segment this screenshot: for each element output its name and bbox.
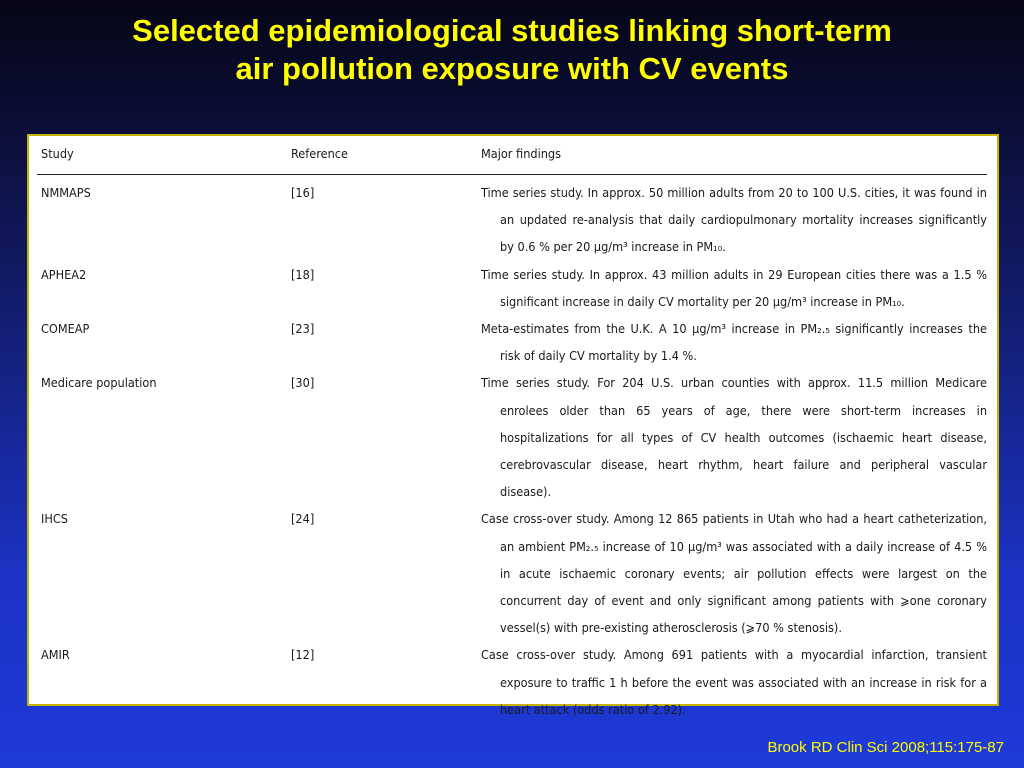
slide-title [0,12,1024,88]
reference-cell: [30] [291,375,315,391]
studies-table [37,146,987,723]
header-study: Study [37,146,287,175]
study-cell: Medicare population [41,375,157,391]
table-row [37,369,987,505]
reference-cell: [16] [291,185,315,200]
study-cell: IHCS [41,511,68,527]
slide-title-line2: air pollution exposure with CV events [235,51,789,86]
table-header-row [37,146,987,175]
findings-cell: Case cross-over study. Among 12 865 patients in Utah who had a heart catheterization, an ambient PM₂.₅ increase of 10 μg/m³ was associated with a daily increase of 4.5 % in acute ischaemic coronary events; air pollution effects were largest on the concurrent day of event and only significant among patients with ⩾one coronary vessel(s) with pre-existing atherosclerosis (⩾70 % stenosis). [481,511,987,636]
study-cell: NMMAPS [41,185,91,200]
slide-title-line1: Selected epidemiological studies linking short-term [132,13,892,48]
reference-cell: [18] [291,266,315,282]
study-cell: AMIR [41,647,70,663]
table-row [37,261,987,315]
reference-cell: [12] [291,647,315,663]
findings-cell: Case cross-over study. Among 691 patients with a myocardial infarction, transient exposure to traffic 1 h before the event was associated with an increase in risk for a heart attack (odds ratio of 2.92). [481,647,987,717]
findings-cell: Time series study. In approx. 50 million adults from 20 to 100 U.S. cities, it was found in an updated re-analysis that daily cardiopulmonary mortality increases significantly by 0.6 % per 20 μg/m³ increase in PM₁₀. [481,185,987,255]
table-row [37,505,987,641]
study-cell: COMEAP [41,321,90,337]
reference-cell: [24] [291,511,315,527]
study-cell: APHEA2 [41,266,87,282]
findings-cell: Meta-estimates from the U.K. A 10 μg/m³ increase in PM₂.₅ significantly increases the risk of daily CV mortality by 1.4 %. [481,321,987,364]
findings-cell: Time series study. In approx. 43 million adults in 29 European cities there was a 1.5 % significant increase in daily CV mortality per 20 μg/m³ increase in PM₁₀. [481,266,987,309]
table-panel [27,134,999,717]
header-major-findings: Major findings [477,146,987,175]
header-reference: Reference [287,146,477,175]
table-row [37,175,987,261]
reference-cell: [23] [291,321,315,337]
table-row [37,315,987,369]
findings-cell: Time series study. For 204 U.S. urban counties with approx. 11.5 million Medicare enrolees older than 65 years of age, there were short-term increases in hospitalizations for all types of CV health outcomes (ischaemic heart disease, cerebrovascular disease, heart rhythm, heart failure and peripheral vascular disease). [481,375,987,500]
table-row [37,641,987,723]
source-citation: Brook RD Clin Sci 2008;115:175-87 [767,739,1004,756]
